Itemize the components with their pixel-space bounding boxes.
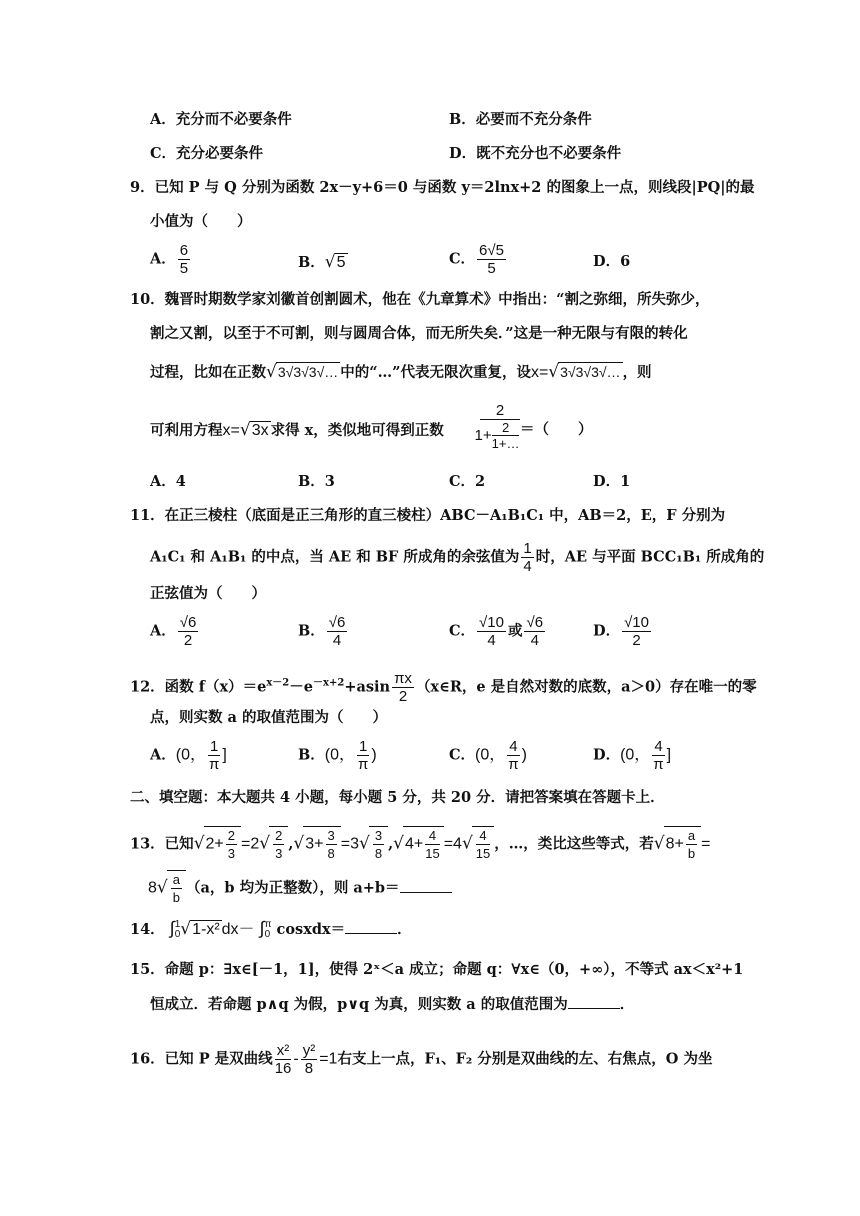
q11-option-d: D． $\frac{√10}{2}$ bbox=[593, 614, 649, 649]
q10-line4-end: ＝（ ） bbox=[520, 421, 593, 438]
q11-option-a: A． $\frac{√6}{2}$ bbox=[150, 614, 197, 649]
q12-option-c: C．(0， $\frac{4}{\pi}$ ) bbox=[449, 738, 527, 773]
q10-line1: 10．魏晋时期数学家刘徽首创割圆术，他在《九章算术》中指出：“割之弥细，所失弥少， bbox=[130, 291, 710, 308]
q10-option-b: B．3 bbox=[298, 473, 335, 490]
q11-option-c: C． $\frac{√10}{4}$ 或 $\frac{√6}{4}$ bbox=[449, 614, 544, 649]
q9-option-c: C． $\frac{6√5}{5}$ bbox=[449, 242, 504, 277]
q14-line: 14． ∫ 1 0 √1-x² dx－ ∫ π 0 cosxdx＝ ． bbox=[130, 918, 412, 940]
q12-option-b: B．(0， $\frac{1}{\pi}$ ) bbox=[298, 738, 377, 773]
q11-line1: 11．在正三棱柱（底面是正三角形的直三棱柱）ABC－A₁B₁C₁ 中，AB＝2，E，F 分别为 bbox=[130, 507, 726, 524]
q10-option-c: C．2 bbox=[449, 473, 486, 490]
q12-option-d: D．(0， $\frac{4}{\pi}$ ] bbox=[593, 738, 672, 773]
q11-option-b: B． $\frac{√6}{4}$ bbox=[298, 614, 346, 649]
q9-option-b: B．√5 bbox=[298, 252, 346, 272]
q9-line1: 9．已知 P 与 Q 分别为函数 2x－y+6＝0 与函数 y＝2lnx+2 的图象上一点，则线段|PQ|的最 bbox=[130, 179, 755, 196]
q15-line2: 恒成立．若命题 p∧q 为假，p∨q 为真，则实数 a 的取值范围为 ． bbox=[150, 996, 635, 1013]
q12-line2: 点，则实数 a 的取值范围为（ ） bbox=[150, 709, 387, 726]
q10-option-d: D．1 bbox=[593, 473, 631, 490]
q16-line1: 16．已知 P 是双曲线 $\frac{\text{x²}}{16}$ - $\frac{\text{y²}}{8}$ =1右支上一点，F₁、F₂ 分别是双曲线的左、右焦点，O 为坐 bbox=[130, 1042, 713, 1077]
q9-option-d: D．6 bbox=[593, 253, 631, 270]
section-2-heading: 二、填空题：本大题共 4 小题，每小题 5 分，共 20 分．请把答案填在答题卡上． bbox=[130, 789, 665, 806]
q9-option-a: A． $\frac{6}{5}$ bbox=[150, 242, 189, 277]
q13-line1: 13．已知√2+ $\frac{2}{3}$ =2√ $\frac{2}{3}$ ,√3+ $\frac{3}{8}$ =3√ $\frac{3}{8}$ ,√4+ $\frac{4}{15}$ =4√ $\frac{4}{15}$ ，…，类比这些等式，若√8+ $\frac{a}{b}$ = bbox=[130, 828, 711, 861]
q8-option-b: B．必要而不充分条件 bbox=[449, 111, 592, 128]
q10-continued-fraction: 2 1+ $\frac{2}{1+\dots}$ bbox=[474, 402, 520, 451]
q8-option-d: D．既不充分也不必要条件 bbox=[449, 145, 622, 162]
q13-answer-blank[interactable] bbox=[400, 878, 452, 893]
q15-answer-blank[interactable] bbox=[568, 994, 620, 1009]
q10-line4: 可利用方程x=√3x 求得 x，类似地可得到正数 bbox=[150, 420, 444, 440]
q9-line2: 小值为（ ） bbox=[150, 213, 252, 230]
q8-option-c: C．充分必要条件 bbox=[150, 145, 264, 162]
q12-option-a: A．(0， $\frac{1}{\pi}$ ] bbox=[150, 738, 227, 773]
q11-line2: A₁C₁ 和 A₁B₁ 的中点，当 AE 和 BF 所成角的余弦值为 $\frac{1}{4}$ 时，AE 与平面 BCC₁B₁ 所成角的 bbox=[150, 540, 765, 575]
q10-option-a: A．4 bbox=[150, 473, 186, 490]
q10-line2: 割之又割，以至于不可割，则与圆周合体，而无所失矣．”这是一种无限与有限的转化 bbox=[150, 325, 688, 342]
q12-line1: 12．函数 $f(x)=e^{x-2}-e^{-x+2}+asin$ $\frac{\pi x}{2}$ （x∈R，e 是自然对数的底数，a＞0）存在唯一的零 bbox=[130, 670, 757, 705]
q11-line3: 正弦值为（ ） bbox=[150, 585, 266, 602]
q8-option-a: A．充分而不必要条件 bbox=[150, 111, 292, 128]
q10-line3: 过程，比如在正数√3√3√3√… 中的“…”代表无限次重复，设x=√3√3√3√… ，则 bbox=[150, 362, 652, 382]
q15-line1: 15．命题 p：∃x∈[－1，1]，使得 2ˣ＜a 成立；命题 q：∀x∈（0，+∞），不等式 ax＜x²+1 bbox=[130, 961, 744, 978]
q13-line2: 8√ $\frac{a}{b}$ （a，b 均为正整数），则 a+b＝ bbox=[148, 870, 452, 906]
q14-answer-blank[interactable] bbox=[345, 919, 397, 934]
